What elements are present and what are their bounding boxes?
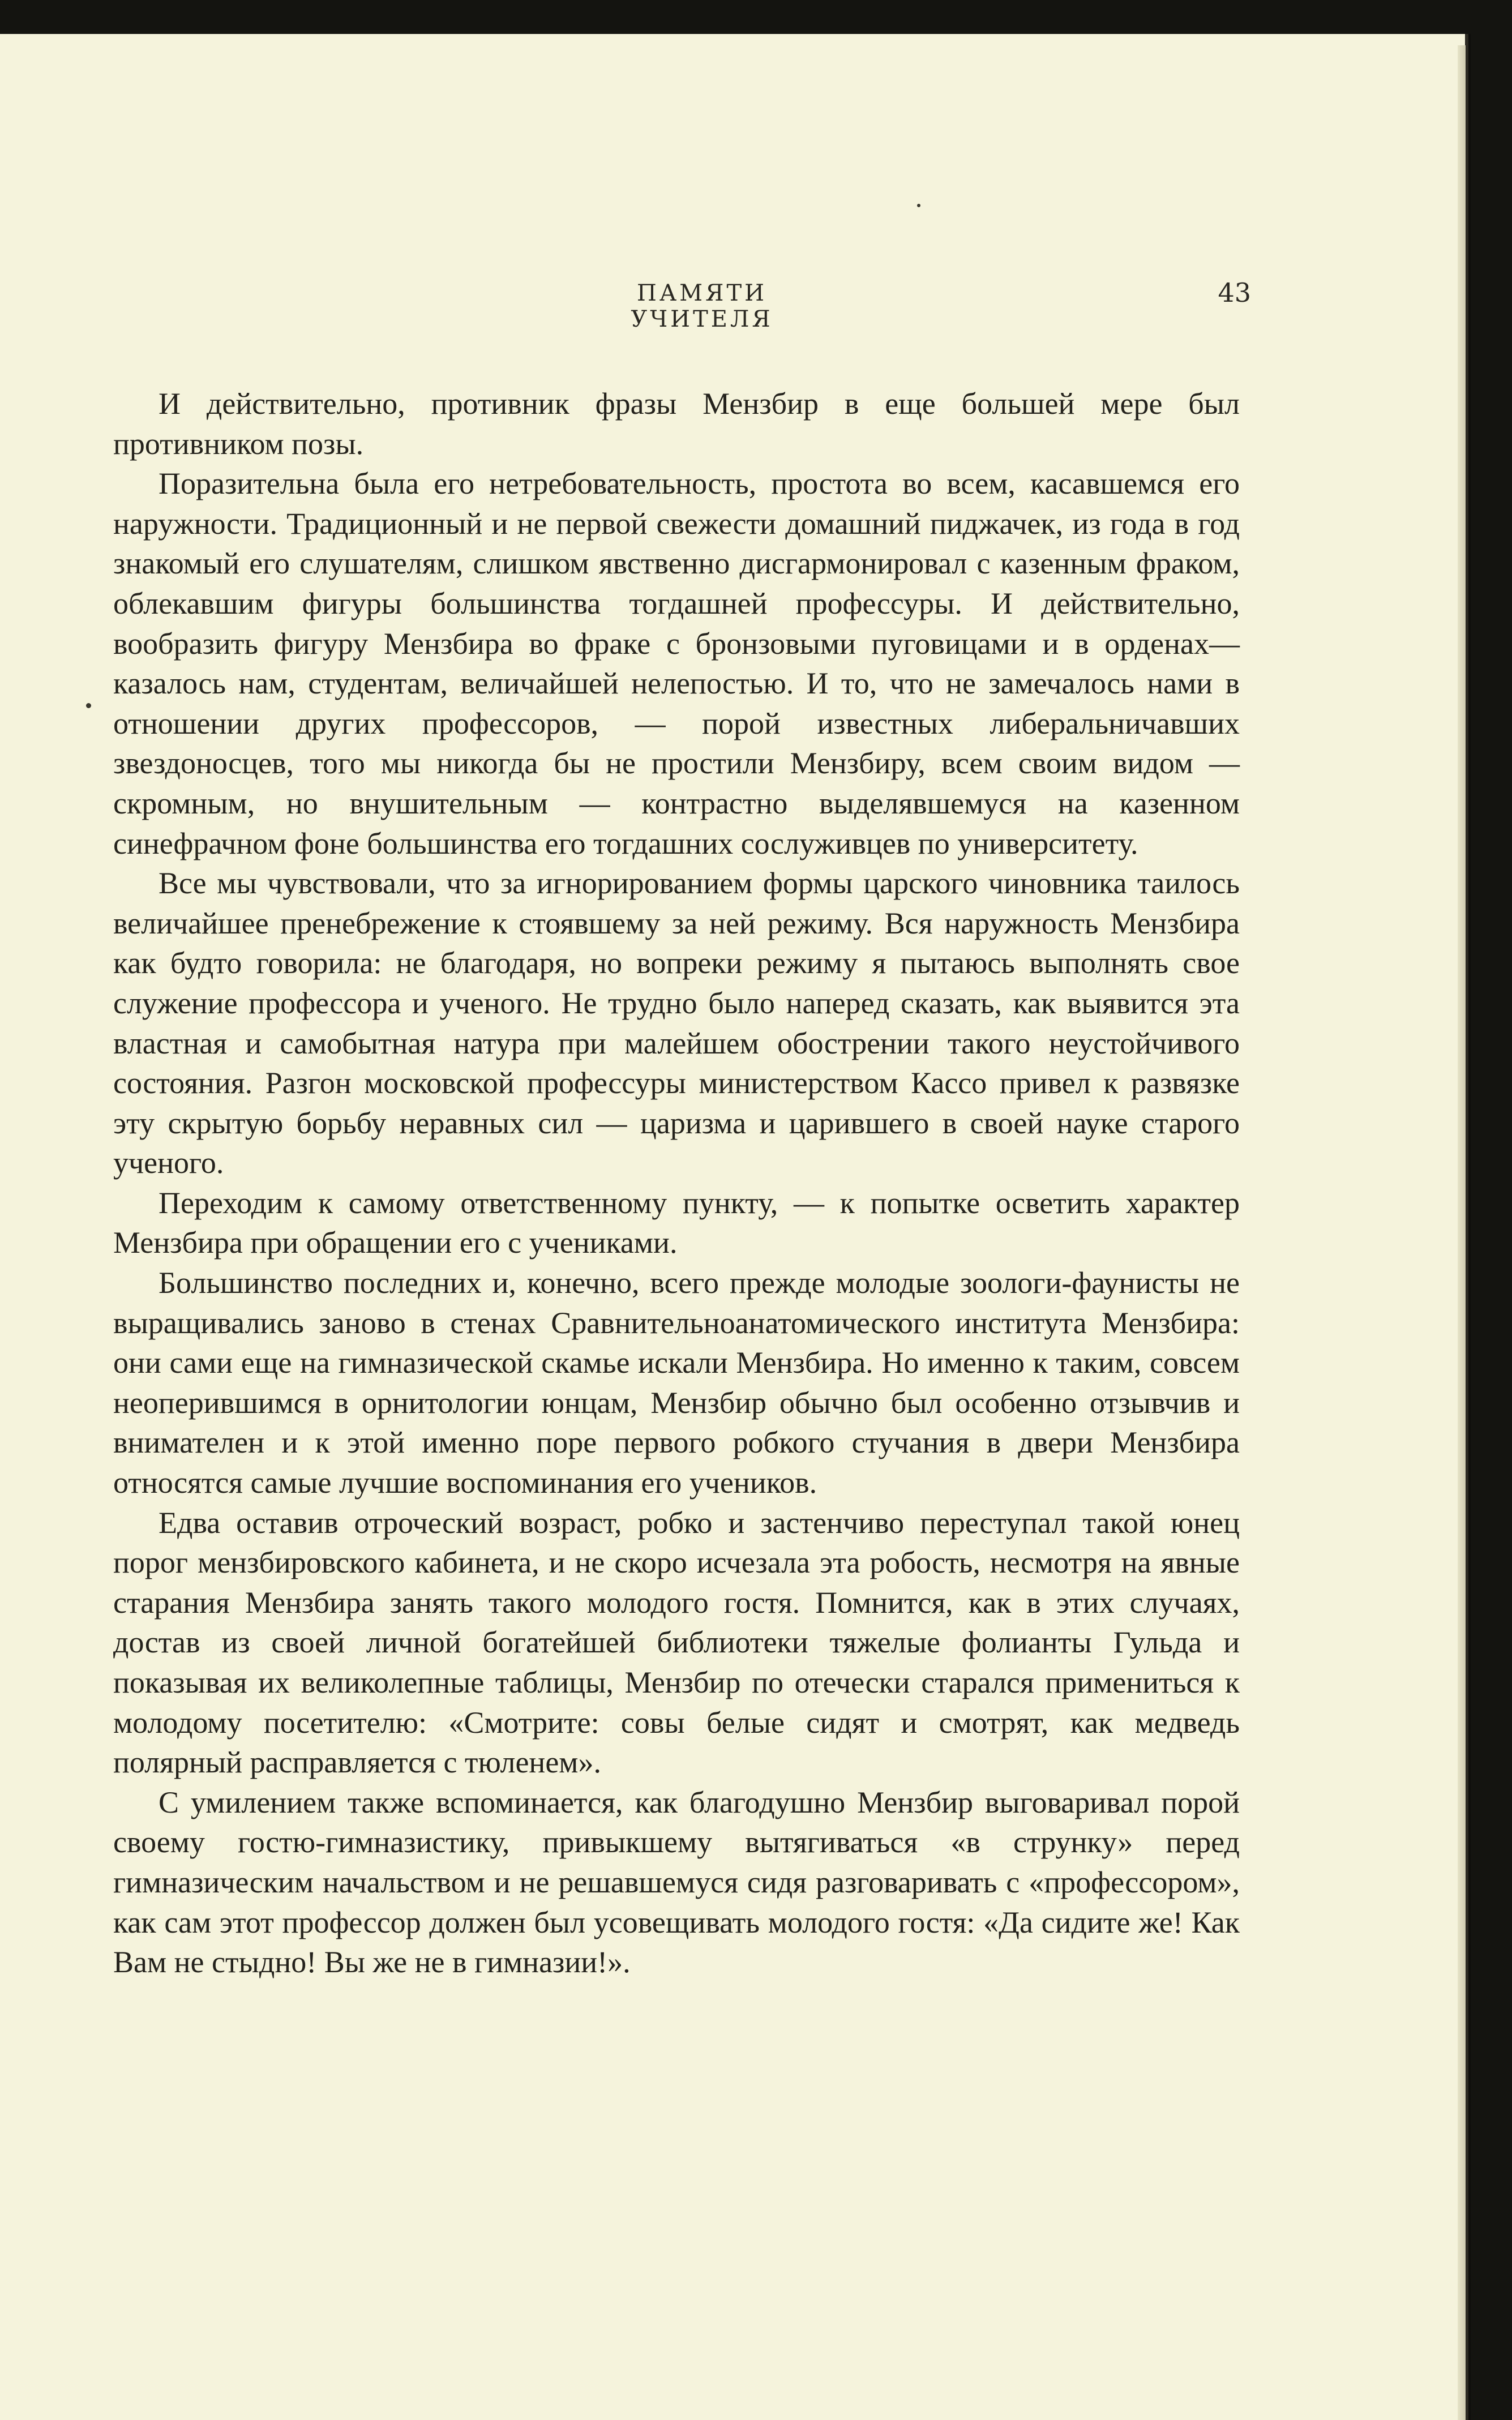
paragraph-2: Поразительна была его нетребовательность, простота во всем, касавшемся его наружности. Традиционный и не первой свежести домашний пиджачек, из года в год знакомый его слушателям, слишком явственно дисгармонировал с казенным фраком, облекавшим фигуры большинства тогдашней профессуры. И действительно, вообразить фигуру Мензбира во фраке с бронзовыми пуговицами и в орденах—казалось нам, студентам, величайшей нелепостью. И то, что не замечалось нами в отношении других профессоров, — порой известных либеральничавших звездоносцев, того мы никогда бы не простили Мензбиру, всем своим видом — скромным, но внушительным — контрастно выделявшемуся на казенном синефрачном фоне большинства его тогдашних сослуживцев по университету. xyxy=(113,466,1240,860)
speck-mark xyxy=(917,204,920,207)
paragraph-7: С умилением также вспоминается, как благодушно Мензбир выговаривал порой своему гостю-гимназистику, привыкшему вытягиваться «в струнку» перед гимназическим начальством и не решавшемуся сидя разговаривать с «профессором», как сам этот профессор должен был усовещивать молодого гостя: «Да сидите же! Как Вам не стыдно! Вы же не в гимназии!». xyxy=(113,1785,1240,1980)
paragraph-6: Едва оставив отроческий возраст, робко и застенчиво переступал такой юнец порог мензбировского кабинета, и не скоро исчезала эта робость, несмотря на явные старания Мензбира занять такого молодого гостя. Помнится, как в этих случаях, достав из своей личной богатейшей библиотеки тяжелые фолианты Гульда и показывая их великолепные таблицы, Мензбир по отечески старался примениться к молодому посетителю: «Смотрите: совы белые сидят и смотрят, как медведь полярный расправляется с тюленем». xyxy=(113,1505,1240,1780)
paragraph-5: Большинство последних и, конечно, всего прежде молодые зоологи-фаунисты не выращивались заново в стенах Сравнительноанатомического института Мензбира: они сами еще на гимназической скамье искали Мензбира. Но именно к таким, совсем неоперившимся в орнитологии юнцам, Мензбир обычно был особенно отзывчив и внимателен и к этой именно поре первого робкого стучания в двери Мензбира относятся самые лучшие воспоминания его учеников. xyxy=(113,1266,1240,1500)
body-text xyxy=(113,384,1240,1982)
speck-mark xyxy=(86,703,91,708)
paragraph-1: И действительно, противник фразы Мензбир в еще большей мере был противником позы. xyxy=(113,387,1240,461)
page-edge xyxy=(1458,45,1466,2420)
page-number: 43 xyxy=(1218,277,1251,308)
paragraph-3: Все мы чувствовали, что за игнорированием формы царского чиновника таилось величайшее пренебрежение к стоявшему за ней режиму. Вся наружность Мензбира как будто говорила: не благодаря, но вопреки режиму я пытаюсь выполнять свое служение профессора и ученого. Не трудно было наперед сказать, как выявится эта властная и самобытная натура при малейшем обострении такого неустойчивого состояния. Разгон московской профессуры министерством Кассо привел к развязке эту скрытую борьбу неравных сил — царизма и царившего в своей науке старого ученого. xyxy=(113,866,1240,1180)
paragraph-4: Переходим к самому ответственному пункту, — к попытке осветить характер Мензбира при обращении его с учениками. xyxy=(113,1185,1240,1260)
running-head: ПАМЯТИ УЧИТЕЛЯ xyxy=(631,280,773,332)
book-page xyxy=(0,34,1465,2420)
